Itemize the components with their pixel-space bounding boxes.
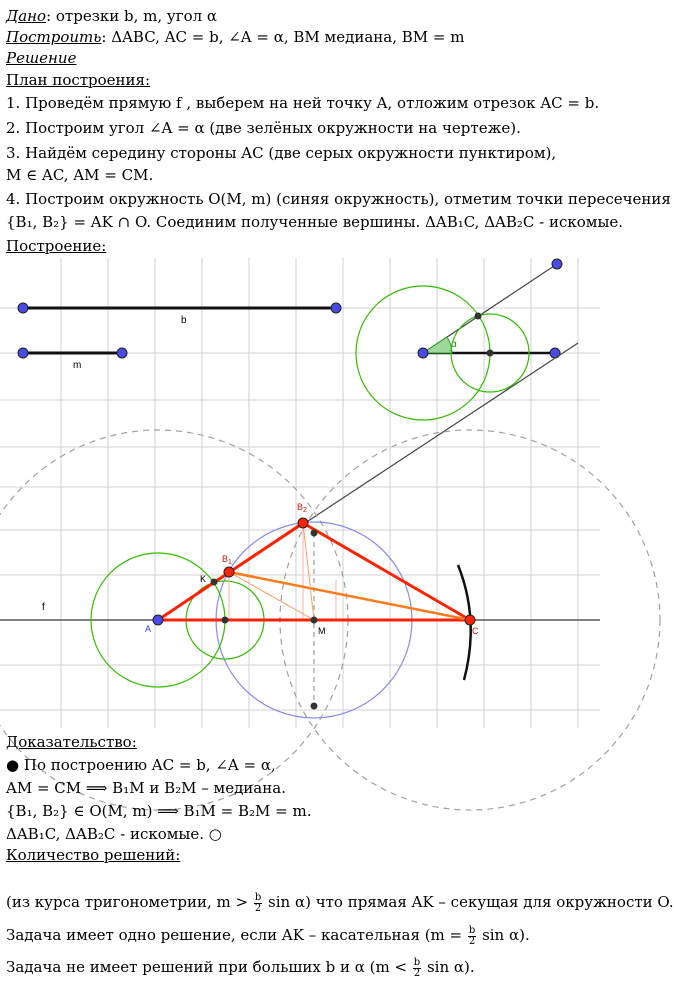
point-a[interactable] <box>153 615 163 625</box>
proof-heading: Доказательство: <box>6 733 137 751</box>
count-line-3 <box>6 957 475 979</box>
label-alpha: α <box>451 339 457 350</box>
count-heading: Количество решений: <box>6 846 181 864</box>
given-line <box>6 6 217 26</box>
side-b1c <box>229 572 470 620</box>
point-k <box>211 579 218 586</box>
point-b1[interactable] <box>224 567 234 577</box>
plan-step-4: 4. Построим окружность O(M, m) (синяя окружность), отметим точки пересечения <box>6 190 671 208</box>
construct-line <box>6 27 464 47</box>
frac-num: b <box>413 956 421 968</box>
proof-line-3: {B₁, B₂} ∈ O(M, m) ⟹ B₁M = B₂M = m. <box>6 802 312 820</box>
frac-b-over-2 <box>468 926 476 947</box>
count-line-1 <box>6 892 674 914</box>
label-m-point: M <box>318 626 326 636</box>
point-m <box>311 617 318 624</box>
plan-step-2: 2. Построим угол ∠A = α (две зелёных окружности на чертеже). <box>6 119 521 137</box>
label-c: C <box>472 626 479 636</box>
proof-line-1: ● По построению AC = b, ∠A = α, <box>6 756 276 774</box>
proof-line-2: AM = CM ⟹ B₁M и B₂M – медиана. <box>6 779 286 797</box>
construction-figure <box>0 258 600 728</box>
frac-den: 2 <box>254 902 262 914</box>
point-c[interactable] <box>465 615 475 625</box>
point-b2[interactable] <box>298 518 308 528</box>
frac-b-over-2 <box>254 893 262 914</box>
frac-num: b <box>254 891 262 903</box>
proof-line-4: ΔAB₁C, ΔAB₂C - искомые. ○ <box>6 825 222 843</box>
label-f: f <box>42 602 45 613</box>
label-b1: $B_1$ <box>222 554 232 566</box>
count-line-2-pre: Задача имеет одно решение, если AK – касательная (m = <box>6 926 467 944</box>
frac-den: 2 <box>413 967 421 979</box>
label-b: b <box>181 315 187 326</box>
point-bottom-grey <box>311 703 318 710</box>
plan-step-4b: {B₁, B₂} = AK ∩ O. Соединим полученные вершины. ΔAB₁C, ΔAB₂C - искомые. <box>6 213 624 231</box>
label-a: A <box>145 624 152 634</box>
plan-step-3: 3. Найдём середину стороны AC (две серых окружности пунктиром), <box>6 144 557 162</box>
angle-base-point <box>487 350 494 357</box>
point-green-int <box>222 617 229 624</box>
count-line-2-post: sin α). <box>477 926 530 944</box>
segment-b-start-point[interactable] <box>18 303 28 313</box>
point-b2-grey <box>311 530 318 537</box>
frac-num: b <box>468 924 476 936</box>
label-m: m <box>73 360 82 371</box>
count-line-3-post: sin α). <box>422 958 475 976</box>
grid <box>0 258 600 728</box>
given-text: : отрезки b, m, угол α <box>46 7 218 25</box>
side-b2c <box>303 523 470 620</box>
median-b2m <box>303 523 314 620</box>
segment-m-end-point[interactable] <box>117 348 127 358</box>
plan-step-1: 1. Проведём прямую f , выберем на ней точку A, отложим отрезок AC = b. <box>6 94 600 112</box>
segment-m-start-point[interactable] <box>18 348 28 358</box>
given-label: Дано <box>6 7 47 25</box>
angle-point-ray-end[interactable] <box>552 259 562 269</box>
count-line-3-pre: Задача не имеет решений при больших b и α (m < <box>6 958 412 976</box>
construct-label: Построить <box>6 28 102 46</box>
count-line-1-pre: (из курса тригонометрии, m > <box>6 893 253 911</box>
plan-step-3b: M ∈ AC, AM = CM. <box>6 166 154 184</box>
frac-b-over-2 <box>413 958 421 979</box>
label-b2: $B_2$ <box>297 502 307 514</box>
segment-b-end-point[interactable] <box>331 303 341 313</box>
plan-heading: План построения: <box>6 71 151 89</box>
angle-intersection-point <box>475 313 482 320</box>
construct-text: : ΔABC, AC = b, ∠A = α, BM медиана, BM = m <box>101 28 465 46</box>
frac-den: 2 <box>468 935 476 947</box>
count-line-1-post: sin α) что прямая AK – секущая для окружности O. <box>263 893 674 911</box>
label-k: K <box>200 574 207 584</box>
solution-label: Решение <box>6 49 77 67</box>
count-line-2 <box>6 925 530 947</box>
angle-point-vertex[interactable] <box>418 348 428 358</box>
construction-heading: Построение: <box>6 237 107 255</box>
